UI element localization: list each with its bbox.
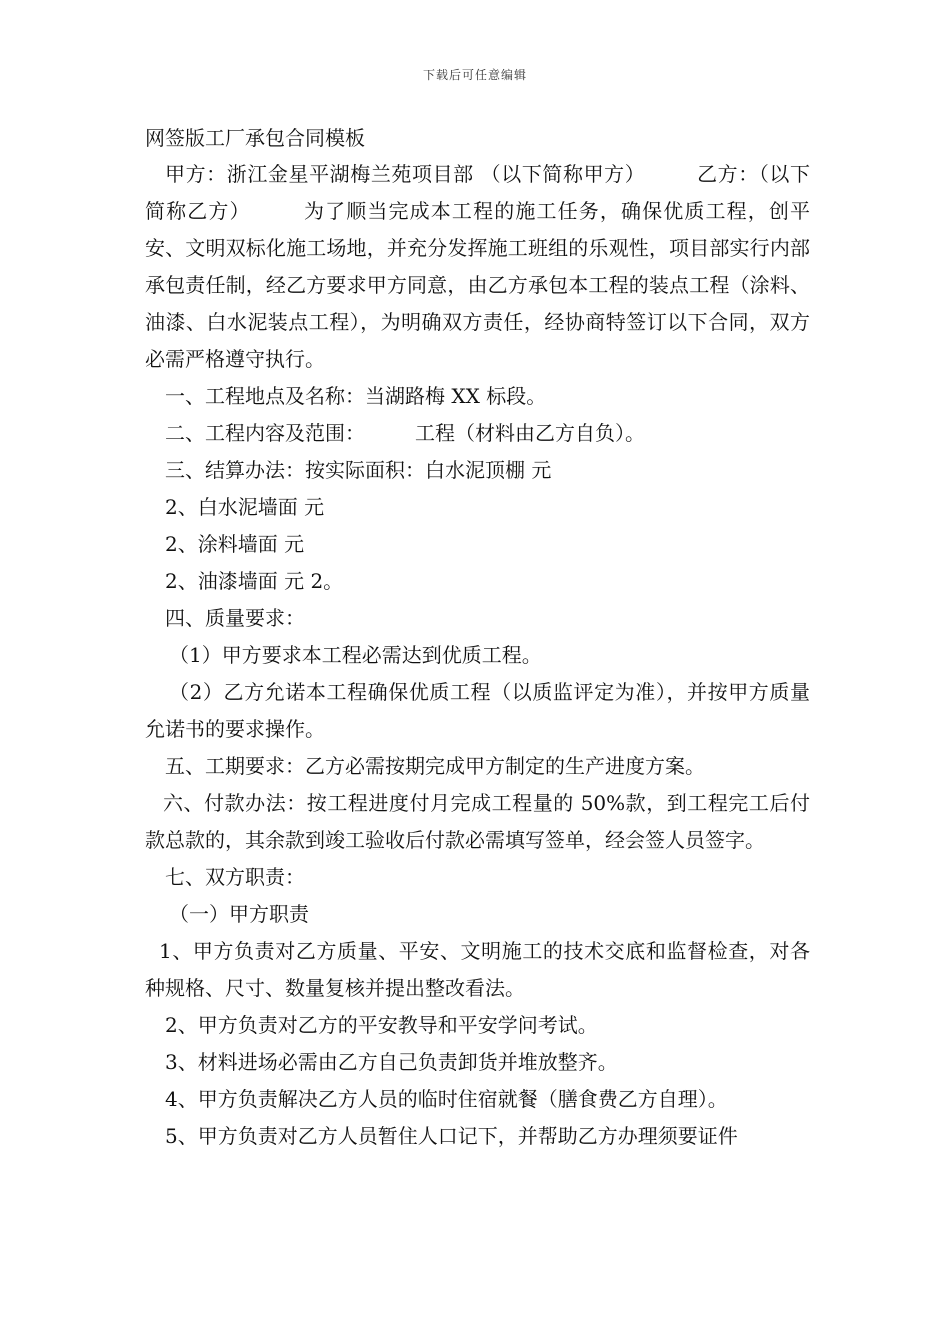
body-paragraph: 七、双方职责： xyxy=(165,865,305,889)
body-paragraph: 2、白水泥墙面 元 xyxy=(165,495,325,519)
body-paragraph: 3、材料进场必需由乙方自己负责卸货并堆放整齐。 xyxy=(165,1050,618,1074)
body-paragraph: （2）乙方允诺本工程确保优质工程（以质监评定为准），并按甲方质量允诺书的要求操作。 xyxy=(145,680,810,741)
body-paragraph: （一）甲方职责 xyxy=(169,902,309,926)
body-paragraph: 四、质量要求： xyxy=(165,606,305,630)
body-paragraph: 2、油漆墙面 元 2。 xyxy=(165,569,344,593)
body-paragraph: 三、结算办法：按实际面积：白水泥顶棚 元 xyxy=(165,458,552,482)
document-body xyxy=(145,156,810,1155)
document-title: 网签版工厂承包合同模板 xyxy=(145,126,365,150)
body-paragraph: 五、工期要求：乙方必需按期完成甲方制定的生产进度方案。 xyxy=(165,754,705,778)
body-paragraph: 1、甲方负责对乙方质量、平安、文明施工的技术交底和监督检查，对各种规格、尺寸、数量复核并提出整改看法。 xyxy=(145,939,810,1000)
body-paragraph: 二、工程内容及范围： 工程（材料由乙方自负）。 xyxy=(165,421,645,445)
body-paragraph: 一、工程地点及名称：当湖路梅 XX 标段。 xyxy=(165,384,547,408)
body-paragraph: 5、甲方负责对乙方人员暂住人口记下，并帮助乙方办理须要证件 xyxy=(165,1124,738,1148)
body-paragraph: 六、付款办法：按工程进度付月完成工程量的 50%款，到工程完工后付款总款的，其余款到竣工验收后付款必需填写签单，经会签人员签字。 xyxy=(145,791,810,852)
body-paragraph: 甲方：浙江金星平湖梅兰苑项目部 （以下简称甲方） 乙方：（以下简称乙方） 为了顺当完成本工程的施工任务，确保优质工程，创平安、文明双标化施工场地，并充分发挥施工班组的乐观性，项目部实行内部承包责任制，经乙方要求甲方同意，由乙方承包本工程的装点工程（涂料、油漆、白水泥装点工程），为明确双方责任，经协商特签订以下合同，双方必需严格遵守执行。 xyxy=(145,162,810,371)
body-paragraph: （1）甲方要求本工程必需达到优质工程。 xyxy=(169,643,542,667)
body-paragraph: 4、甲方负责解决乙方人员的临时住宿就餐（膳食费乙方自理）。 xyxy=(165,1087,728,1111)
body-paragraph: 2、涂料墙面 元 xyxy=(165,532,305,556)
header-note: 下载后可任意编辑 xyxy=(422,68,527,82)
body-paragraph: 2、甲方负责对乙方的平安教导和平安学问考试。 xyxy=(165,1013,598,1037)
